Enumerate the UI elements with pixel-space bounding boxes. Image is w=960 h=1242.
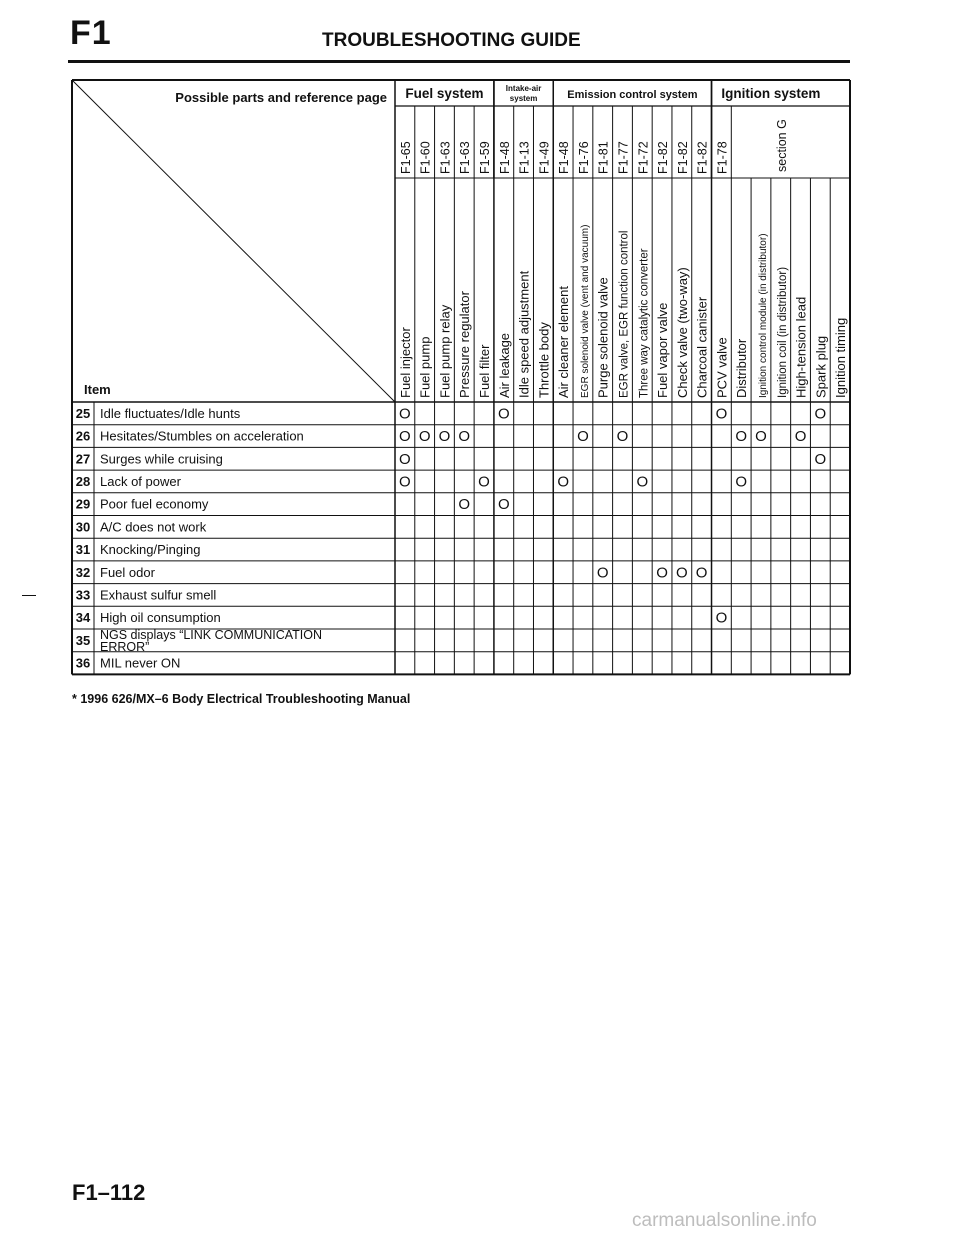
- row-item-text: Hesitates/Stumbles on acceleration: [100, 428, 304, 444]
- column-part-name: Air cleaner element: [556, 286, 572, 398]
- cause-mark: O: [676, 564, 688, 582]
- column-part-name: Fuel pump relay: [437, 304, 453, 398]
- cause-mark: O: [715, 405, 728, 423]
- column-part-name: Distributor: [734, 338, 750, 398]
- cause-mark: O: [715, 609, 728, 627]
- column-reference: F1-78: [715, 141, 730, 174]
- cause-mark: O: [814, 405, 827, 423]
- column-part-name: EGR solenoid valve (vent and vacuum): [579, 224, 591, 398]
- row-number: 33: [75, 587, 91, 603]
- cause-mark: O: [458, 496, 471, 514]
- cause-mark: O: [399, 450, 411, 468]
- cause-mark: O: [735, 428, 748, 446]
- cause-mark: O: [399, 473, 411, 491]
- cause-mark: O: [438, 428, 451, 446]
- row-item-text: Idle fluctuates/Idle hunts: [100, 405, 241, 421]
- row-item-text: ERROR”: [100, 640, 150, 654]
- column-reference: F1-81: [596, 141, 611, 174]
- column-part-name: Charcoal canister: [694, 296, 710, 398]
- row-number: 31: [75, 542, 91, 558]
- row-number: 30: [75, 519, 91, 535]
- column-reference: F1-63: [458, 141, 473, 174]
- row-item-text: NGS displays “LINK COMMUNICATION: [100, 628, 323, 642]
- cause-mark: O: [399, 428, 411, 446]
- column-reference: F1-48: [557, 141, 572, 174]
- group-label-line: system: [509, 94, 538, 103]
- cause-mark: O: [497, 405, 510, 423]
- corner-bottom-label: Item: [84, 382, 111, 397]
- column-part-name: Ignition control module (in distributor): [757, 233, 769, 398]
- row-item-text: Exhaust sulfur smell: [100, 587, 217, 603]
- row-item-text: Lack of power: [100, 473, 181, 489]
- column-part-name: Ignition coil (in distributor): [776, 266, 789, 398]
- column-part-name: Fuel vapor valve: [655, 302, 671, 398]
- column-part-name: EGR valve, EGR function control: [618, 230, 631, 398]
- cause-mark: O: [557, 473, 569, 491]
- cause-mark: O: [616, 428, 629, 446]
- cause-mark: O: [478, 473, 490, 491]
- cause-mark: O: [735, 473, 748, 491]
- column-part-name: High-tension lead: [793, 296, 809, 398]
- column-reference: F1-72: [636, 141, 651, 174]
- row-number: 29: [75, 496, 91, 512]
- column-part-name: Fuel pump: [417, 336, 433, 398]
- row-number: 26: [75, 428, 91, 444]
- row-number: 25: [75, 405, 91, 421]
- section-code: F1: [70, 14, 112, 52]
- column-reference: F1-82: [656, 141, 671, 174]
- footnote: * 1996 626/MX–6 Body Electrical Troubleshooting Manual: [72, 692, 411, 706]
- ignition-reference: section G: [774, 119, 789, 172]
- row-item-text: MIL never ON: [100, 655, 181, 671]
- row-item-text: Poor fuel economy: [100, 496, 209, 512]
- column-reference: F1-77: [616, 141, 631, 174]
- corner-top-label: Possible parts and reference page: [175, 90, 387, 105]
- cause-mark: O: [596, 564, 609, 582]
- row-item-text: Knocking/Pinging: [100, 542, 201, 558]
- column-reference: F1-65: [398, 141, 413, 174]
- column-reference: F1-63: [438, 141, 453, 174]
- row-item-text: A/C does not work: [100, 519, 207, 535]
- column-part-name: Pressure regulator: [457, 291, 473, 398]
- column-part-name: Throttle body: [536, 322, 552, 398]
- page-title: TROUBLESHOOTING GUIDE: [322, 30, 581, 51]
- group-label: Fuel system: [405, 86, 484, 101]
- column-part-name: Three way catalytic converter: [638, 248, 651, 398]
- cause-mark: O: [636, 473, 649, 491]
- row-number: 34: [75, 610, 91, 626]
- column-reference: F1-48: [497, 141, 512, 174]
- cause-mark: O: [399, 405, 411, 423]
- column-part-name: Spark plug: [813, 335, 829, 398]
- cause-mark: O: [695, 564, 708, 582]
- row-number: 27: [75, 451, 91, 467]
- watermark: carmanualsonline.info: [632, 1210, 817, 1231]
- column-reference: F1-82: [675, 141, 690, 174]
- column-part-name: Purge solenoid valve: [595, 277, 611, 398]
- cause-mark: O: [497, 496, 510, 514]
- cause-mark: O: [418, 428, 431, 446]
- column-part-name: Idle speed adjustment: [516, 270, 532, 398]
- group-label: Ignition system: [721, 86, 821, 101]
- page-number: F1–112: [72, 1180, 146, 1205]
- row-item-text: Fuel odor: [100, 564, 155, 580]
- column-part-name: Fuel filter: [477, 344, 493, 398]
- column-part-name: Fuel injector: [397, 327, 413, 398]
- column-reference: F1-13: [517, 141, 532, 174]
- row-number: 36: [75, 655, 91, 671]
- row-item-text: High oil consumption: [100, 610, 221, 626]
- column-reference: F1-59: [478, 141, 493, 174]
- row-number: 32: [75, 564, 91, 580]
- column-reference: F1-82: [695, 141, 710, 174]
- cause-mark: O: [656, 564, 668, 582]
- group-label: Emission control system: [567, 89, 698, 101]
- cause-mark: O: [458, 428, 471, 446]
- cause-mark: O: [814, 450, 827, 468]
- row-number: 35: [75, 632, 91, 648]
- cause-mark: O: [794, 428, 807, 446]
- row-number: 28: [75, 473, 91, 489]
- column-part-name: Ignition timing: [833, 317, 849, 398]
- corner-diagonal: [72, 80, 395, 402]
- column-reference: F1-49: [537, 141, 552, 174]
- row-item-text: Surges while cruising: [100, 451, 223, 467]
- group-label-line: Intake-air: [505, 84, 542, 93]
- column-part-name: PCV valve: [714, 337, 730, 398]
- cause-mark: O: [755, 428, 767, 446]
- column-reference: F1-76: [576, 141, 591, 174]
- column-part-name: Check valve (two-way): [674, 267, 690, 398]
- column-reference: F1-60: [418, 141, 433, 174]
- column-part-name: Air leakage: [496, 332, 512, 398]
- cause-mark: O: [577, 428, 589, 446]
